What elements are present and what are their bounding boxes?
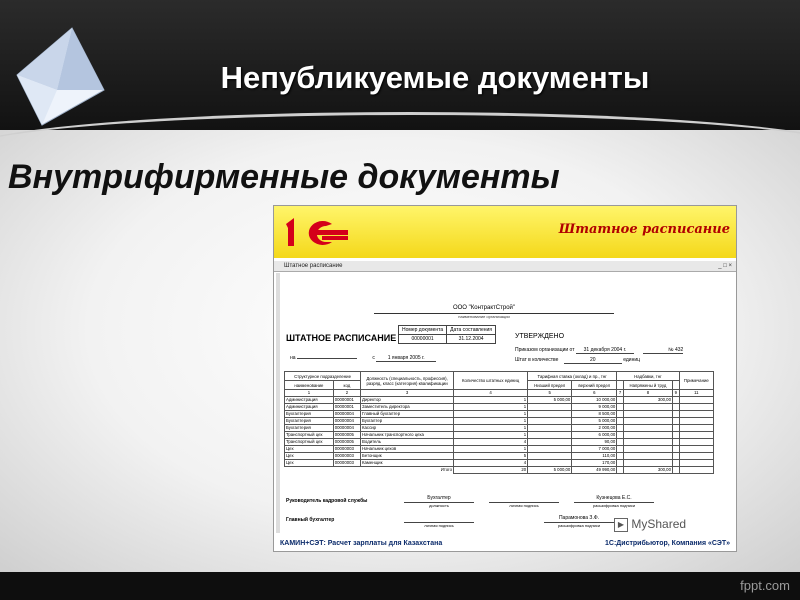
table-cell <box>679 446 713 453</box>
footer-brand: fppt.com <box>740 578 790 593</box>
table-cell <box>679 418 713 425</box>
total-label: Итого <box>440 467 453 473</box>
table-cell: Администрация <box>285 404 334 411</box>
table-row <box>285 418 714 425</box>
col-number: 2 <box>333 390 360 397</box>
table-cell <box>617 460 624 467</box>
table-cell <box>679 460 713 467</box>
chief-name: Парамонова З.Ф. <box>558 515 600 521</box>
col-number: 11 <box>679 390 713 397</box>
table-cell: 7 000,00 <box>572 446 617 453</box>
header-units: Количество штатных единиц <box>454 372 528 390</box>
table-cell: 1 <box>454 411 528 418</box>
table-cell: 00000001 <box>333 404 360 411</box>
table-cell: 00000003 <box>333 446 360 453</box>
table-cell: 00000003 <box>333 453 360 460</box>
col-number: 3 <box>361 390 454 397</box>
table-row <box>285 404 714 411</box>
staff-label: Штат в количестве <box>515 357 559 363</box>
table-cell: Транспортный цех <box>285 439 334 446</box>
table-cell <box>528 446 572 453</box>
total-cell: 300,00 <box>623 467 672 474</box>
table-cell: Цех <box>285 453 334 460</box>
table-cell <box>672 446 679 453</box>
table-cell <box>528 460 572 467</box>
doc-date-header: Дата составления <box>447 326 496 335</box>
staff-unit: единиц <box>623 357 640 363</box>
header-rate: Тарифная ставка (оклад) и пр., тнг <box>528 372 617 381</box>
table-cell: Администрация <box>285 397 334 404</box>
table-cell <box>679 439 713 446</box>
org-name: ООО "КонтрактСтрой" <box>452 305 516 311</box>
table-cell <box>617 418 624 425</box>
table-cell: 110,00 <box>572 453 617 460</box>
table-cell: 90,00 <box>572 439 617 446</box>
table-cell <box>679 453 713 460</box>
table-cell: Бухгалтерия <box>285 411 334 418</box>
table-cell: Директор <box>361 397 454 404</box>
table-cell: 300,00 <box>623 397 672 404</box>
table-cell <box>617 411 624 418</box>
table-cell <box>672 460 679 467</box>
play-icon: ▶ <box>614 518 628 532</box>
table-cell: Каменщик <box>361 460 454 467</box>
table-row <box>285 397 714 404</box>
total-cell: 20 <box>454 467 528 474</box>
table-cell <box>679 432 713 439</box>
table-cell: 5 000,00 <box>528 397 572 404</box>
col-number: 5 <box>528 390 572 397</box>
1c-logo <box>282 214 352 250</box>
table-cell: 1 <box>454 425 528 432</box>
doc-title: ШТАТНОЕ РАСПИСАНИЕ <box>286 333 397 343</box>
footer-right: 1С:Дистрибьютор, Компания «СЭТ» <box>605 540 730 547</box>
table-cell: Бухгалтер <box>361 418 454 425</box>
doc-number-value: 00000001 <box>399 335 447 344</box>
total-cell <box>672 467 679 474</box>
table-cell: 9 000,00 <box>572 404 617 411</box>
table-row <box>285 460 714 467</box>
col-number: 6 <box>572 390 617 397</box>
table-cell: 1 <box>454 397 528 404</box>
approved-label: УТВЕРЖДЕНО <box>515 333 565 340</box>
table-cell <box>528 439 572 446</box>
table-cell <box>617 446 624 453</box>
doc-number-table <box>398 325 496 344</box>
slide-footer <box>0 572 800 600</box>
table-row <box>285 411 714 418</box>
order-label: Приказом организации от <box>515 347 575 353</box>
table-cell <box>617 425 624 432</box>
header-bonus: Надбавки, тнг <box>617 372 679 381</box>
header-note: Примечание <box>679 372 713 390</box>
scrollbar[interactable] <box>276 273 280 533</box>
header-bonus-empty <box>617 381 624 390</box>
table-cell: Цех <box>285 446 334 453</box>
myshared-watermark <box>614 517 686 532</box>
org-caption: наименование организации <box>458 314 510 319</box>
period-from: с <box>372 355 375 361</box>
table-row <box>285 446 714 453</box>
table-cell: 00000005 <box>333 439 360 446</box>
table-cell: 1 <box>454 432 528 439</box>
table-cell: 2 000,00 <box>572 425 617 432</box>
table-cell <box>679 411 713 418</box>
table-cell <box>528 425 572 432</box>
order-line <box>515 347 683 354</box>
header-bonus-empty2 <box>672 381 679 390</box>
table-cell: 10 000,00 <box>572 397 617 404</box>
table-cell: 00000004 <box>333 411 360 418</box>
cap-decode2: расшифровка подписи <box>557 523 601 528</box>
table-cell: Бухгалтерия <box>285 425 334 432</box>
header-name: наименование <box>285 381 334 390</box>
table-cell <box>679 404 713 411</box>
table-cell <box>679 397 713 404</box>
table-cell <box>623 425 672 432</box>
table-cell: 6 000,00 <box>572 432 617 439</box>
footer-left: КАМИН+СЭТ: Расчет зарплаты для Казахстана <box>280 540 443 547</box>
order-date: 31 декабря 2004 г. <box>576 347 634 354</box>
table-cell <box>672 404 679 411</box>
table-cell <box>617 397 624 404</box>
table-cell <box>679 425 713 432</box>
table-cell <box>623 460 672 467</box>
doc-number-header: Номер документа <box>399 326 447 335</box>
total-cell <box>679 467 713 474</box>
table-cell <box>672 453 679 460</box>
table-cell <box>672 411 679 418</box>
cap-decode: расшифровка подписи <box>592 503 636 508</box>
col-number: 8 <box>623 390 672 397</box>
total-cell <box>617 467 624 474</box>
header-position: Должность (специальность, профессия), разряд, класс (категория) квалификации <box>361 372 454 390</box>
header-bonus-sub: Напряжены й труд <box>623 381 672 390</box>
total-cell: 49 990,00 <box>572 467 617 474</box>
col-number: 4 <box>454 390 528 397</box>
table-cell <box>528 418 572 425</box>
table-cell: 4 <box>454 439 528 446</box>
table-cell: Начальник транспортного цеха <box>361 432 454 439</box>
cap-position: должность <box>429 503 449 508</box>
order-number: № 432 <box>643 347 683 354</box>
table-cell: 8 500,00 <box>572 411 617 418</box>
table-cell: 00000001 <box>333 397 360 404</box>
hr-label: Руководитель кадровой службы <box>286 498 368 504</box>
table-cell <box>623 418 672 425</box>
table-cell <box>672 418 679 425</box>
table-cell: Заместитель директора <box>361 404 454 411</box>
table-cell <box>672 425 679 432</box>
staff-table <box>284 371 714 474</box>
banner-title: Штатное расписание <box>558 222 730 237</box>
table-cell: Кассир <box>361 425 454 432</box>
table-cell <box>617 439 624 446</box>
table-row <box>285 425 714 432</box>
header-code: код <box>333 381 360 390</box>
total-cell: 5 000,00 <box>528 467 572 474</box>
table-row <box>285 453 714 460</box>
table-cell <box>528 404 572 411</box>
table-cell <box>617 432 624 439</box>
table-row <box>285 432 714 439</box>
table-cell: Транспортный цех <box>285 432 334 439</box>
col-number: 7 <box>617 390 624 397</box>
table-cell <box>528 411 572 418</box>
table-cell: Бухгалтерия <box>285 418 334 425</box>
table-cell: Бетонщик <box>361 453 454 460</box>
table-cell: 1 <box>454 418 528 425</box>
table-cell <box>617 453 624 460</box>
staff-line <box>515 357 640 364</box>
table-cell: 00000004 <box>333 418 360 425</box>
header-rate-min: Низший предел <box>528 381 572 390</box>
period-date: 1 января 2005 г. <box>376 355 436 362</box>
header-rate-max: верхний предел <box>572 381 617 390</box>
table-cell: 00000004 <box>333 425 360 432</box>
period-label: на <box>290 355 296 361</box>
cap-sign: личная подпись <box>509 503 539 508</box>
document-screenshot <box>273 205 737 552</box>
table-cell <box>672 439 679 446</box>
col-number: 9 <box>672 390 679 397</box>
table-cell <box>617 404 624 411</box>
header-struct: Структурное подразделение <box>285 372 361 381</box>
table-row <box>285 439 714 446</box>
table-cell: 00000005 <box>333 432 360 439</box>
table-cell <box>623 453 672 460</box>
hr-position: Бухгалтер <box>427 495 451 501</box>
banner <box>274 206 736 258</box>
table-cell: 1 <box>454 404 528 411</box>
table-cell: 5 000,00 <box>572 418 617 425</box>
table-cell <box>528 453 572 460</box>
slide-subtitle: Внутрифирменные документы <box>8 158 560 196</box>
watermark-text: MyShared <box>631 517 687 531</box>
table-cell: 00000003 <box>333 460 360 467</box>
table-cell: Главный бухгалтер <box>361 411 454 418</box>
table-cell <box>623 446 672 453</box>
window-controls[interactable]: _ □ × <box>718 263 732 269</box>
table-cell: 1 <box>454 446 528 453</box>
chief-label: Главный бухгалтер <box>286 517 335 523</box>
table-cell: Начальник цехов <box>361 446 454 453</box>
table-cell <box>623 432 672 439</box>
table-cell <box>623 411 672 418</box>
table-cell <box>672 397 679 404</box>
table-cell: 4 <box>454 460 528 467</box>
window-titlebar <box>274 261 736 272</box>
col-number: 1 <box>285 390 334 397</box>
doc-date-value: 31.12.2004 <box>447 335 496 344</box>
slide-title: Непубликуемые документы <box>220 60 650 95</box>
table-cell: Водитель <box>361 439 454 446</box>
hr-name: Кузнецова Е.С. <box>596 495 632 501</box>
table-cell <box>528 432 572 439</box>
table-cell <box>623 439 672 446</box>
period-line <box>290 355 436 362</box>
document-window <box>274 261 736 538</box>
screenshot-footer <box>274 538 736 551</box>
window-title: Штатное расписание <box>284 263 343 269</box>
cap-sign2: личная подпись <box>424 523 454 528</box>
table-cell: 170,00 <box>572 460 617 467</box>
staff-count: 20 <box>564 357 622 364</box>
table-cell <box>672 432 679 439</box>
table-cell: Цех <box>285 460 334 467</box>
table-cell <box>623 404 672 411</box>
table-cell: 5 <box>454 453 528 460</box>
